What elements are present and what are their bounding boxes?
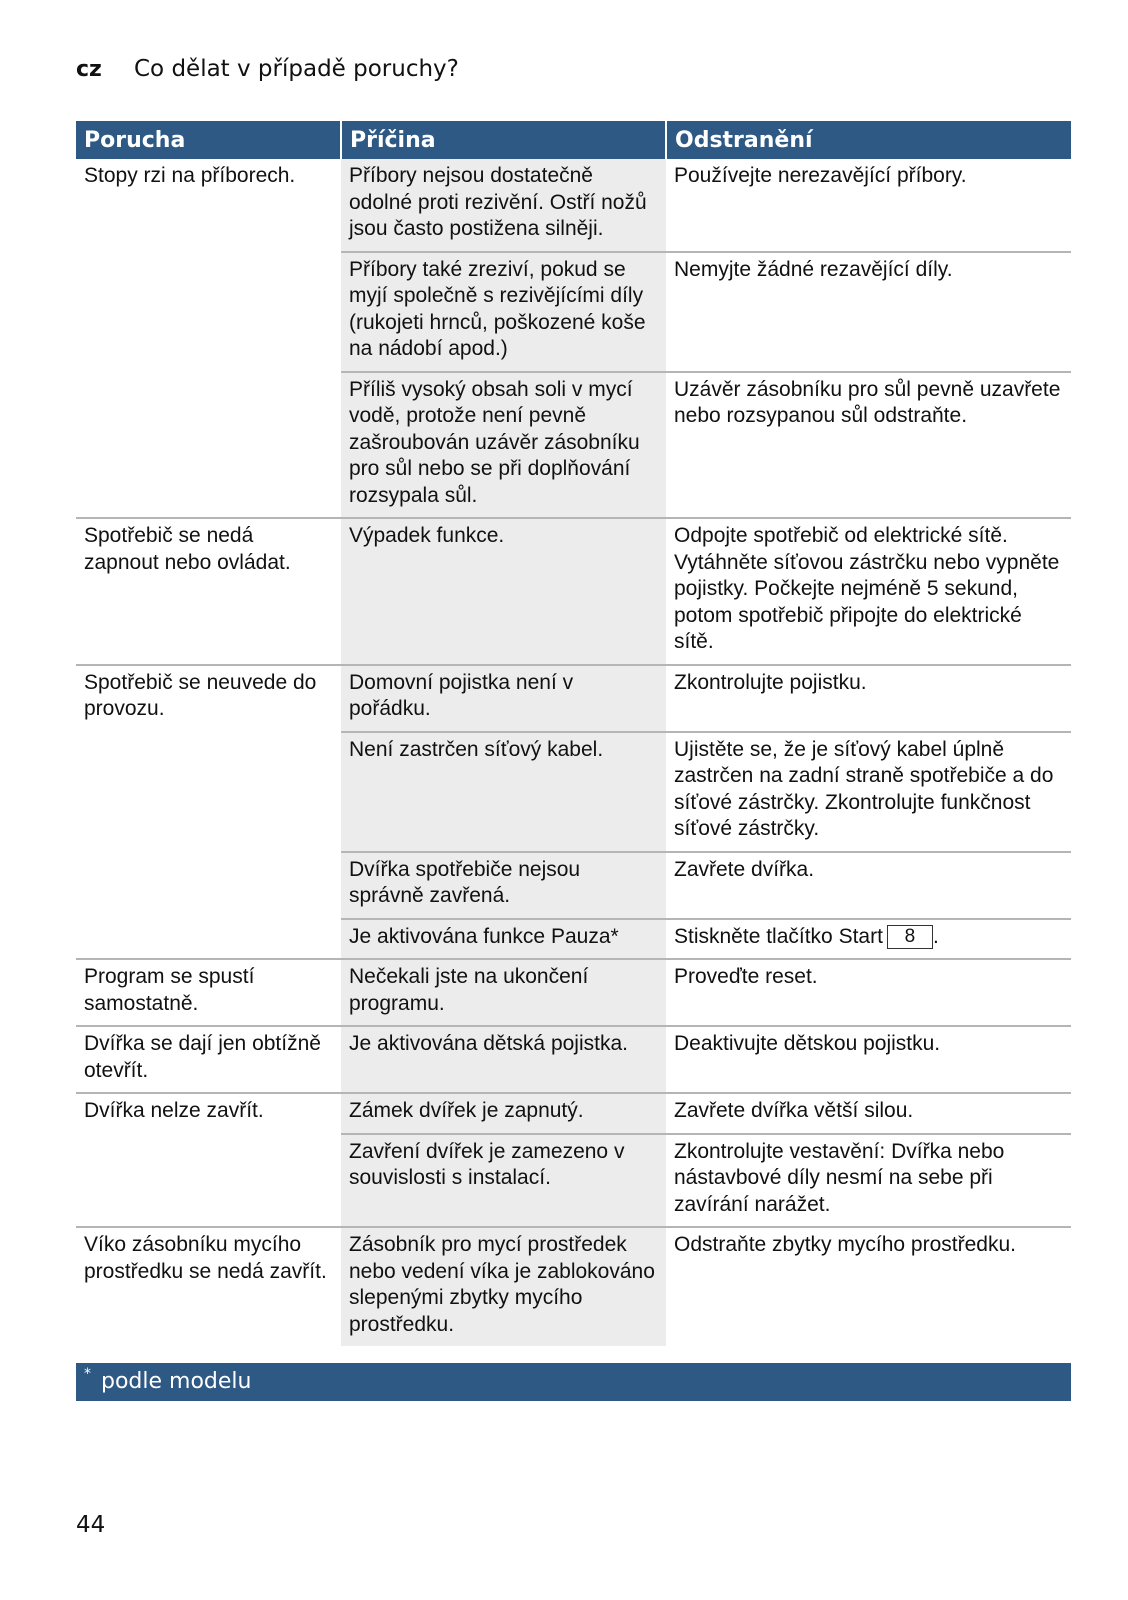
table-row xyxy=(76,665,1071,732)
cause-cell: Domovní pojistka není v pořádku. xyxy=(341,665,666,732)
fault-cell: Program se spustí samostatně. xyxy=(76,959,341,1026)
cause-cell: Není zastrčen síťový kabel. xyxy=(341,732,666,852)
table-row xyxy=(76,959,1071,1026)
remedy-cell: Uzávěr zásobníku pro sůl pevně uzavřete nebo rozsypanou sůl odstraňte. xyxy=(666,372,1071,519)
troubleshooting-table xyxy=(76,121,1071,1346)
page-header xyxy=(76,56,459,82)
table-header-row xyxy=(76,121,1071,159)
remedy-cell: Zkontrolujte vestavění: Dvířka nebo nástavbové díly nesmí na sebe při zavírání narážet. xyxy=(666,1134,1071,1228)
page-number: 44 xyxy=(76,1512,106,1538)
cause-cell: Zásobník pro mycí prostředek nebo vedení víka je zablokováno slepenými zbytky mycího prostředku. xyxy=(341,1227,666,1346)
fault-cell: Stopy rzi na příborech. xyxy=(84,164,296,187)
column-header-remedy: Odstranění xyxy=(666,121,1071,159)
footnote-text: podle modelu xyxy=(101,1369,252,1394)
cause-cell: Zámek dvířek je zapnutý. xyxy=(341,1093,666,1134)
column-header-cause: Příčina xyxy=(341,121,666,159)
remedy-cell: Ujistěte se, že je síťový kabel úplně zastrčen na zadní straně spotřebiče a do síťové zástrčky. Zkontrolujte funkčnost síťové zástrčky. xyxy=(666,732,1071,852)
cause-cell: Příbory nejsou dostatečně odolné proti rezivění. Ostří nožů jsou často postižena silněji. xyxy=(341,159,666,252)
cause-cell: Je aktivována dětská pojistka. xyxy=(341,1026,666,1093)
remedy-cell xyxy=(666,919,1071,960)
remedy-cell: Zavřete dvířka větší silou. xyxy=(666,1093,1071,1134)
cause-cell: Příliš vysoký obsah soli v mycí vodě, protože není pevně zašroubován uzávěr zásobníku pro sůl nebo se při doplňování rozsypala sůl. xyxy=(341,372,666,519)
page-title: Co dělat v případě poruchy? xyxy=(134,56,459,82)
remedy-cell: Používejte nerezavějící příbory. xyxy=(674,164,967,187)
table-row xyxy=(76,159,1071,252)
cause-cell: Dvířka spotřebiče nejsou správně zavřená. xyxy=(341,852,666,919)
fault-cell: Spotřebič se neuvede do provozu. xyxy=(76,665,341,960)
cause-cell: Nečekali jste na ukončení programu. xyxy=(341,959,666,1026)
column-header-fault: Porucha xyxy=(76,121,341,159)
remedy-cell: Odpojte spotřebič od elektrické sítě. Vytáhněte síťovou zástrčku nebo vypněte pojistky. Počkejte nejméně 5 sekund, potom spotřebič připojte do elektrické sítě. xyxy=(666,518,1071,665)
remedy-cell: Zkontrolujte pojistku. xyxy=(666,665,1071,732)
remedy-suffix: . xyxy=(932,924,939,948)
cause-cell: Výpadek funkce. xyxy=(341,518,666,665)
table-row xyxy=(76,1026,1071,1093)
fault-cell: Dvířka se dají jen obtížně otevřít. xyxy=(76,1026,341,1093)
remedy-cell: Proveďte reset. xyxy=(666,959,1071,1026)
footnote-bar xyxy=(76,1363,1071,1401)
footnote-star: * xyxy=(84,1366,91,1382)
table-row xyxy=(76,1227,1071,1346)
cause-cell: Příbory také zreziví, pokud se myjí společně s rezivějícími díly (rukojeti hrnců, poškozené koše na nádobí apod.) xyxy=(341,252,666,372)
remedy-text: Stiskněte tlačítko Start xyxy=(674,924,883,948)
remedy-cell: Deaktivujte dětskou pojistku. xyxy=(666,1026,1071,1093)
remedy-cell: Zavřete dvířka. xyxy=(666,852,1071,919)
table-row xyxy=(76,1093,1071,1134)
remedy-cell: Odstraňte zbytky mycího prostředku. xyxy=(666,1227,1071,1346)
table-row xyxy=(76,518,1071,665)
cause-cell: Je aktivována funkce Pauza* xyxy=(341,919,666,960)
remedy-cell: Nemyjte žádné rezavějící díly. xyxy=(666,252,1071,372)
start-key-symbol: 8 xyxy=(887,925,933,949)
fault-cell: Dvířka nelze zavřít. xyxy=(76,1093,341,1227)
fault-cell: Víko zásobníku mycího prostředku se nedá zavřít. xyxy=(76,1227,341,1346)
fault-cell: Spotřebič se nedá zapnout nebo ovládat. xyxy=(76,518,341,665)
cause-cell: Zavření dvířek je zamezeno v souvislosti s instalací. xyxy=(341,1134,666,1228)
language-code: cz xyxy=(76,57,102,82)
